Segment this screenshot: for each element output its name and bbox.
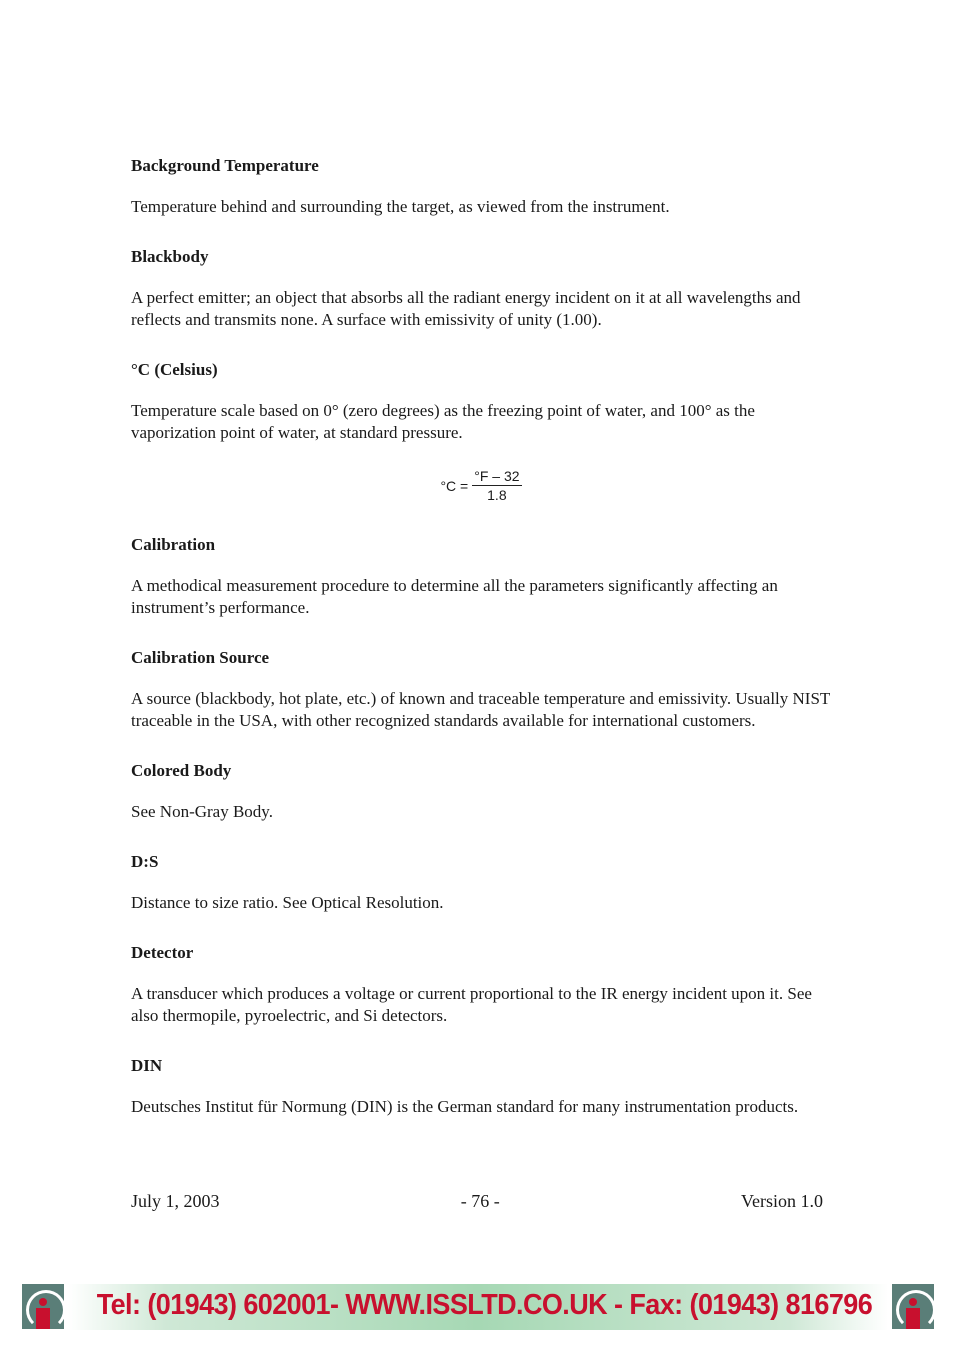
glossary-entry <box>131 851 831 914</box>
page-footer <box>131 1190 823 1212</box>
glossary-entry <box>131 1055 831 1118</box>
term-heading: Colored Body <box>131 761 232 780</box>
term-definition: A transducer which produces a voltage or current proportional to the IR energy incident upon it. See also thermopile, pyroelectric, and Si detectors. <box>131 984 812 1025</box>
term-heading: DIN <box>131 1056 163 1075</box>
footer-date: July 1, 2003 <box>131 1191 220 1211</box>
page-number: - 76 - <box>460 1191 500 1211</box>
formula-lhs: °C = <box>440 478 469 494</box>
info-logo-icon <box>22 1284 64 1329</box>
formula-fraction <box>472 468 521 504</box>
footer-version: Version 1.0 <box>740 1191 823 1211</box>
formula-numerator: °F – 32 <box>474 468 520 484</box>
term-definition: A perfect emitter; an object that absorbs all the radiant energy incident on it at all wavelengths and reflects and transmits none. A surface with emissivity of unity (1.00). <box>131 288 801 329</box>
glossary-entry <box>131 155 831 218</box>
glossary-entry <box>131 534 831 619</box>
glossary-entry <box>131 942 831 1027</box>
term-heading: °C (Celsius) <box>131 360 218 379</box>
glossary-entry <box>131 359 831 506</box>
formula-denominator: 1.8 <box>487 487 507 503</box>
contact-banner <box>68 1284 888 1330</box>
term-definition: Deutsches Institut für Normung (DIN) is the German standard for many instrumentation products. <box>131 1097 799 1116</box>
celsius-formula <box>131 466 831 506</box>
info-logo-icon <box>892 1284 934 1329</box>
glossary-entry <box>131 647 831 732</box>
term-definition: Temperature behind and surrounding the target, as viewed from the instrument. <box>131 197 670 216</box>
term-heading: D:S <box>131 852 159 871</box>
term-heading: Calibration Source <box>131 648 270 667</box>
glossary-entry <box>131 246 831 331</box>
glossary-content <box>131 155 831 1118</box>
term-heading: Blackbody <box>131 247 209 266</box>
term-definition: Distance to size ratio. See Optical Resolution. <box>131 893 444 912</box>
term-definition: Temperature scale based on 0° (zero degrees) as the freezing point of water, and 100° as the vaporization point of water, at standard pressure. <box>131 401 755 442</box>
term-definition: A methodical measurement procedure to determine all the parameters significantly affecting an instrument’s performance. <box>131 576 778 617</box>
term-definition: See Non-Gray Body. <box>131 802 273 821</box>
contact-banner-text: Tel: (01943) 602001- WWW.ISSLTD.CO.UK - Fax: (01943) 816796 <box>96 1289 873 1321</box>
glossary-entry <box>131 760 831 823</box>
term-heading: Calibration <box>131 535 216 554</box>
term-heading: Detector <box>131 943 194 962</box>
term-definition: A source (blackbody, hot plate, etc.) of known and traceable temperature and emissivity. Usually NIST traceable in the USA, with other recognized standards available for international customers. <box>131 689 830 730</box>
term-heading: Background Temperature <box>131 156 319 175</box>
